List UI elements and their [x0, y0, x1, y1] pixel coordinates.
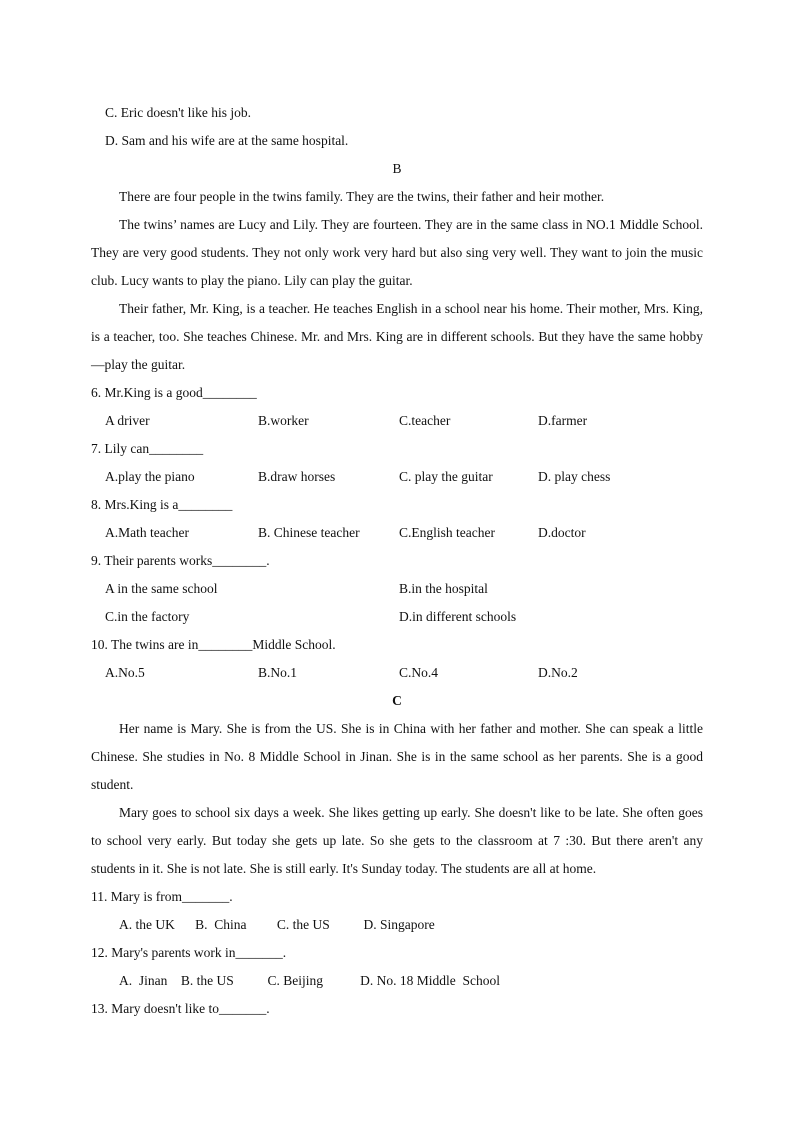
section-c-paragraph: Mary goes to school six days a week. She likes getting up early. She doesn't like to be late. She often goes to school very early. But today she gets up late. So she gets to the classroom at 7 :30. But there aren't any students in it. She is not late. She is still early. It's Sunday today. The students are all at home. — [91, 805, 703, 876]
question-stem: 13. Mary doesn't like to_______. — [91, 1001, 270, 1016]
option-c: C.in the factory — [105, 609, 190, 624]
question-stem: 11. Mary is from_______. — [91, 889, 233, 904]
option-c-prev: C. Eric doesn't like his job. — [105, 105, 252, 120]
question-stem: 12. Mary's parents work in_______. — [91, 945, 287, 960]
option-b: B. Chinese teacher — [258, 525, 360, 540]
option-c: C.teacher — [399, 413, 451, 428]
option-a: A.Math teacher — [105, 525, 189, 540]
section-c-paragraph: Her name is Mary. She is from the US. She is in China with her father and mother. She can speak a little Chinese. She studies in No. 8 Middle School in Jinan. She is in the same school as her parents. She is a good student. — [91, 721, 703, 792]
option-d: D.in different schools — [399, 609, 517, 624]
question-stem: 7. Lily can________ — [91, 441, 204, 456]
question-options — [91, 575, 703, 603]
question-options: A. the UK B. China C. the US D. Singapore — [119, 917, 435, 932]
question-options — [91, 519, 703, 547]
option-b: B.draw horses — [258, 469, 336, 484]
section-b-paragraph: The twins’ names are Lucy and Lily. They are fourteen. They are in the same class in NO.1 Middle School. They are very good students. They not only work very hard but also sing very well. They want to join the music club. Lucy wants to play the piano. Lily can play the guitar. — [91, 217, 703, 288]
section-b-heading: B — [392, 161, 402, 176]
question-options — [91, 407, 703, 435]
question-options: A. Jinan B. the US C. Beijing D. No. 18 Middle School — [119, 973, 500, 988]
option-a: A in the same school — [105, 581, 218, 596]
question-options — [91, 603, 703, 631]
section-b-paragraph: Their father, Mr. King, is a teacher. He teaches English in a school near his home. Their mother, Mrs. King, is a teacher, too. She teaches Chinese. Mr. and Mrs. King are in different schools. But they have the same hobby—play the guitar. — [91, 301, 703, 372]
document-page — [91, 99, 703, 1023]
option-a: A.play the piano — [105, 469, 195, 484]
section-b-paragraph: There are four people in the twins family. They are the twins, their father and heir mother. — [119, 189, 605, 204]
option-a: A.No.5 — [105, 665, 145, 680]
question-stem: 6. Mr.King is a good________ — [91, 385, 257, 400]
option-b: B.in the hospital — [399, 581, 488, 596]
option-c: C.English teacher — [399, 525, 495, 540]
question-options — [91, 463, 703, 491]
option-d: D. play chess — [538, 469, 611, 484]
option-a: A driver — [105, 413, 150, 428]
option-d: D.doctor — [538, 525, 586, 540]
question-stem: 9. Their parents works________. — [91, 553, 270, 568]
option-b: B.No.1 — [258, 665, 298, 680]
option-d: D.farmer — [538, 413, 588, 428]
option-d-prev: D. Sam and his wife are at the same hospital. — [105, 133, 349, 148]
option-c: C. play the guitar — [399, 469, 493, 484]
option-d: D.No.2 — [538, 665, 578, 680]
option-c: C.No.4 — [399, 665, 439, 680]
question-stem: 8. Mrs.King is a________ — [91, 497, 233, 512]
option-b: B.worker — [258, 413, 309, 428]
section-c-heading: C — [392, 693, 402, 708]
question-stem: 10. The twins are in________Middle School. — [91, 637, 336, 652]
question-options — [91, 659, 703, 687]
